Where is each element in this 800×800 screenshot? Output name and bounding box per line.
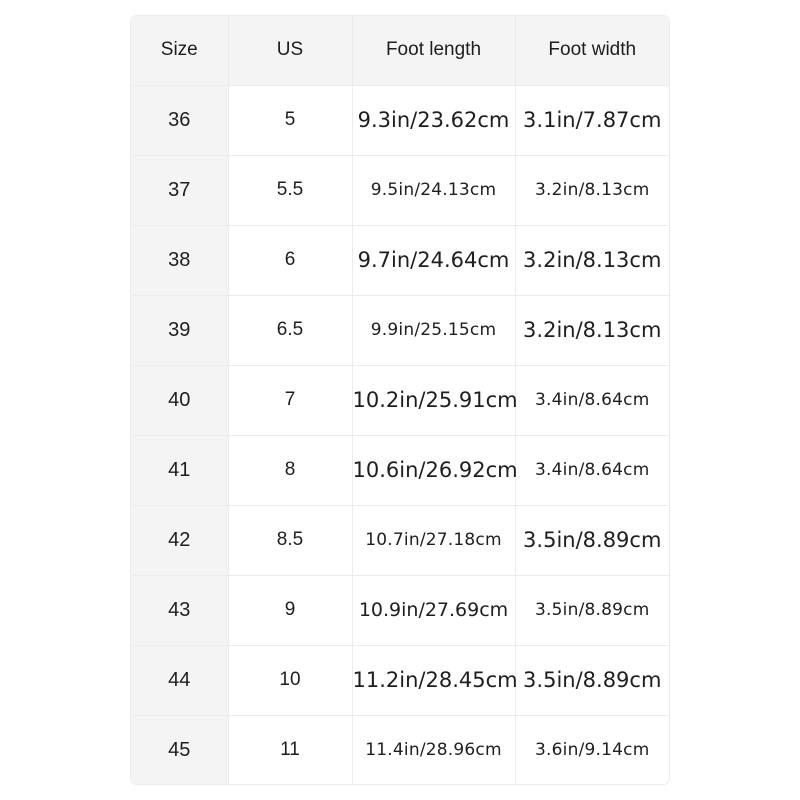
size-chart: [131, 16, 669, 784]
cell-us: 10: [228, 645, 352, 715]
cell-foot-length: [352, 365, 518, 435]
cell-size: 37: [131, 155, 228, 225]
cell-foot-width-value: 3.1in/7.87cm: [523, 108, 662, 132]
cell-foot-width: [515, 505, 669, 575]
cell-foot-length: [352, 645, 518, 715]
cell-foot-length: [352, 85, 515, 155]
cell-foot-width: 3.2in/8.13cm: [515, 155, 669, 225]
cell-foot-length: [352, 225, 515, 295]
cell-foot-length-value: 9.3in/23.62cm: [357, 108, 510, 132]
cell-foot-length: 9.9in/25.15cm: [352, 295, 515, 365]
cell-us: 8: [228, 435, 352, 505]
cell-foot-width-value: 3.5in/8.89cm: [523, 528, 662, 552]
cell-foot-width-value: 3.5in/8.89cm: [523, 668, 662, 692]
cell-foot-width: [515, 645, 669, 715]
table-row: [131, 645, 669, 715]
cell-foot-width: [515, 85, 669, 155]
cell-foot-width-value: 3.2in/8.13cm: [523, 318, 662, 342]
cell-foot-length-value: 10.6in/26.92cm: [352, 458, 518, 482]
cell-foot-length-value: 9.7in/24.64cm: [357, 248, 510, 272]
header-us: US: [228, 16, 352, 85]
cell-size: 43: [131, 575, 228, 645]
size-chart-table: [131, 16, 669, 784]
cell-us: 5.5: [228, 155, 352, 225]
cell-foot-length: [352, 575, 515, 645]
header-row: [131, 16, 669, 85]
cell-us: 6.5: [228, 295, 352, 365]
table-row: [131, 365, 669, 435]
cell-us: 6: [228, 225, 352, 295]
cell-size: 39: [131, 295, 228, 365]
cell-size: 38: [131, 225, 228, 295]
header-size: Size: [131, 16, 228, 85]
header-foot-length: Foot length: [352, 16, 515, 85]
cell-foot-length: 11.4in/28.96cm: [352, 715, 515, 784]
table-row: [131, 435, 669, 505]
table-row: [131, 715, 669, 784]
cell-us: 5: [228, 85, 352, 155]
cell-foot-length-value: 10.9in/27.69cm: [358, 599, 509, 621]
cell-size: 45: [131, 715, 228, 784]
cell-foot-length: 9.5in/24.13cm: [352, 155, 515, 225]
cell-foot-length-value: 10.2in/25.91cm: [352, 388, 518, 412]
cell-foot-width: 3.4in/8.64cm: [515, 365, 669, 435]
cell-us: 11: [228, 715, 352, 784]
table-row: [131, 155, 669, 225]
cell-size: 36: [131, 85, 228, 155]
cell-foot-width: [515, 295, 669, 365]
cell-foot-width: 3.4in/8.64cm: [515, 435, 669, 505]
cell-us: 7: [228, 365, 352, 435]
cell-foot-width: 3.6in/9.14cm: [515, 715, 669, 784]
table-row: [131, 85, 669, 155]
cell-size: 44: [131, 645, 228, 715]
cell-size: 42: [131, 505, 228, 575]
cell-size: 40: [131, 365, 228, 435]
table-row: [131, 505, 669, 575]
table-row: [131, 225, 669, 295]
cell-foot-width: 3.5in/8.89cm: [515, 575, 669, 645]
cell-foot-length-value: 11.2in/28.45cm: [352, 668, 518, 692]
cell-us: 9: [228, 575, 352, 645]
cell-foot-width-value: 3.2in/8.13cm: [523, 248, 662, 272]
table-row: [131, 575, 669, 645]
cell-foot-width: [515, 225, 669, 295]
cell-foot-length: 10.7in/27.18cm: [352, 505, 515, 575]
cell-size: 41: [131, 435, 228, 505]
cell-us: 8.5: [228, 505, 352, 575]
header-foot-width: Foot width: [515, 16, 669, 85]
table-row: [131, 295, 669, 365]
cell-foot-length: [352, 435, 518, 505]
